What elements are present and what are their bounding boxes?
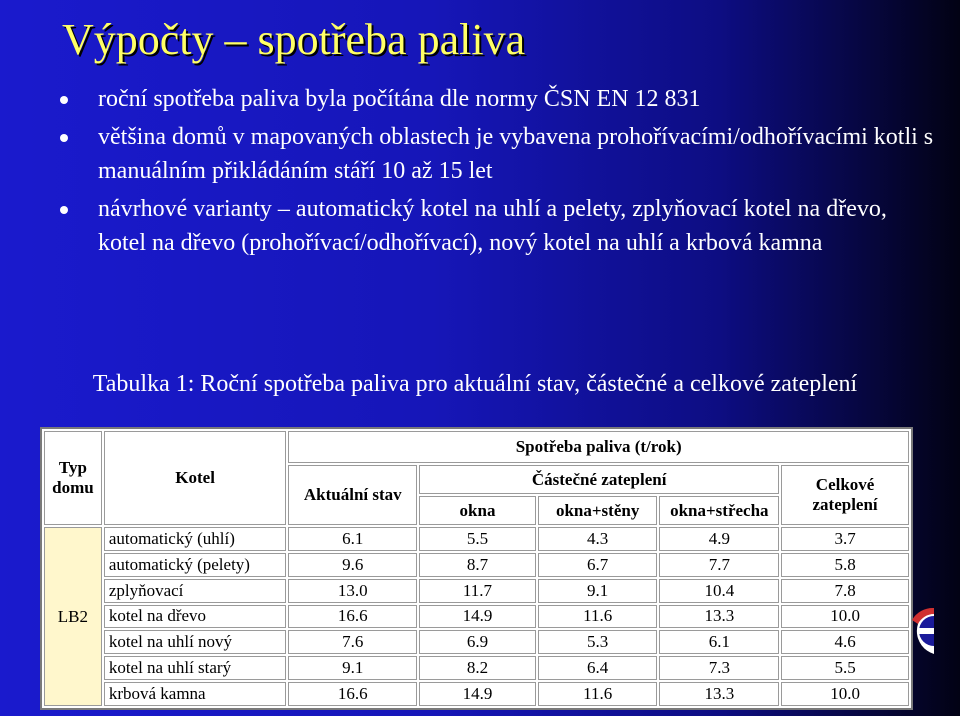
value-cell: 5.5	[419, 527, 536, 551]
header-spotreba-paliva: Spotřeba paliva (t/rok)	[288, 431, 909, 463]
header-typ-domu: Typ domu	[44, 431, 102, 525]
bullet-dot-icon	[60, 134, 68, 142]
bullet-text: návrhové varianty – automatický kotel na uhlí a pelety, zplyňovací kotel na dřevo, kotel na dřevo (prohořívací/odhořívací), nový kotel na uhlí a krbová kamna	[98, 196, 887, 256]
value-cell: 10.0	[781, 605, 909, 629]
header-aktualni-stav: Aktuální stav	[288, 465, 417, 525]
value-cell: 11.6	[538, 605, 658, 629]
value-cell: 9.1	[288, 656, 417, 680]
value-cell: 13.3	[659, 682, 779, 706]
value-cell: 16.6	[288, 605, 417, 629]
value-cell: 13.3	[659, 605, 779, 629]
value-cell: 11.6	[538, 682, 658, 706]
value-cell: 4.6	[781, 630, 909, 654]
value-cell: 4.9	[659, 527, 779, 551]
header-kotel: Kotel	[104, 431, 287, 525]
value-cell: 6.1	[659, 630, 779, 654]
table-row	[44, 656, 909, 680]
value-cell: 6.9	[419, 630, 536, 654]
table-row	[44, 630, 909, 654]
value-cell: 9.6	[288, 553, 417, 577]
kotel-cell: kotel na dřevo	[104, 605, 287, 629]
value-cell: 5.8	[781, 553, 909, 577]
value-cell: 7.8	[781, 579, 909, 603]
bullet-dot-icon	[60, 206, 68, 214]
header-okna: okna	[419, 496, 536, 525]
value-cell: 5.3	[538, 630, 658, 654]
value-cell: 9.1	[538, 579, 658, 603]
value-cell: 5.5	[781, 656, 909, 680]
table-row	[44, 527, 909, 551]
value-cell: 7.6	[288, 630, 417, 654]
value-cell: 8.7	[419, 553, 536, 577]
typ-domu-cell: LB2	[44, 527, 102, 706]
table-row	[44, 682, 909, 706]
kotel-cell: automatický (pelety)	[104, 553, 287, 577]
value-cell: 14.9	[419, 682, 536, 706]
value-cell: 13.0	[288, 579, 417, 603]
value-cell: 7.3	[659, 656, 779, 680]
kotel-cell: kotel na uhlí nový	[104, 630, 287, 654]
slide-title: Výpočty – spotřeba paliva	[62, 15, 526, 64]
header-okna-strecha: okna+střecha	[659, 496, 779, 525]
table-row	[44, 579, 909, 603]
bullet-item	[58, 192, 938, 260]
kotel-cell: krbová kamna	[104, 682, 287, 706]
value-cell: 7.7	[659, 553, 779, 577]
table-caption: Tabulka 1: Roční spotřeba paliva pro aktuální stav, částečné a celkové zateplení	[92, 371, 858, 397]
bullet-list	[58, 82, 938, 264]
fuel-consumption-table	[40, 427, 913, 710]
bullet-item	[58, 120, 938, 188]
value-cell: 11.7	[419, 579, 536, 603]
value-cell: 10.4	[659, 579, 779, 603]
value-cell: 6.4	[538, 656, 658, 680]
value-cell: 16.6	[288, 682, 417, 706]
value-cell: 3.7	[781, 527, 909, 551]
value-cell: 4.3	[538, 527, 658, 551]
value-cell: 14.9	[419, 605, 536, 629]
table-row	[44, 605, 909, 629]
table-row	[44, 553, 909, 577]
bullet-dot-icon	[60, 96, 68, 104]
value-cell: 10.0	[781, 682, 909, 706]
value-cell: 6.1	[288, 527, 417, 551]
bullet-item	[58, 82, 938, 116]
header-okna-steny: okna+stěny	[538, 496, 658, 525]
value-cell: 8.2	[419, 656, 536, 680]
kotel-cell: zplyňovací	[104, 579, 287, 603]
header-castecne-zatepleni: Částečné zateplení	[419, 465, 779, 494]
kotel-cell: kotel na uhlí starý	[104, 656, 287, 680]
bullet-text: roční spotřeba paliva byla počítána dle normy ČSN EN 12 831	[98, 86, 701, 112]
university-logo-icon	[898, 606, 934, 656]
value-cell: 6.7	[538, 553, 658, 577]
kotel-cell: automatický (uhlí)	[104, 527, 287, 551]
header-celkove-zatepleni: Celkové zateplení	[781, 465, 909, 525]
bullet-text: většina domů v mapovaných oblastech je vybavena prohořívacími/odhořívacími kotli s manuálním přikládáním stáří 10 až 15 let	[98, 124, 934, 184]
